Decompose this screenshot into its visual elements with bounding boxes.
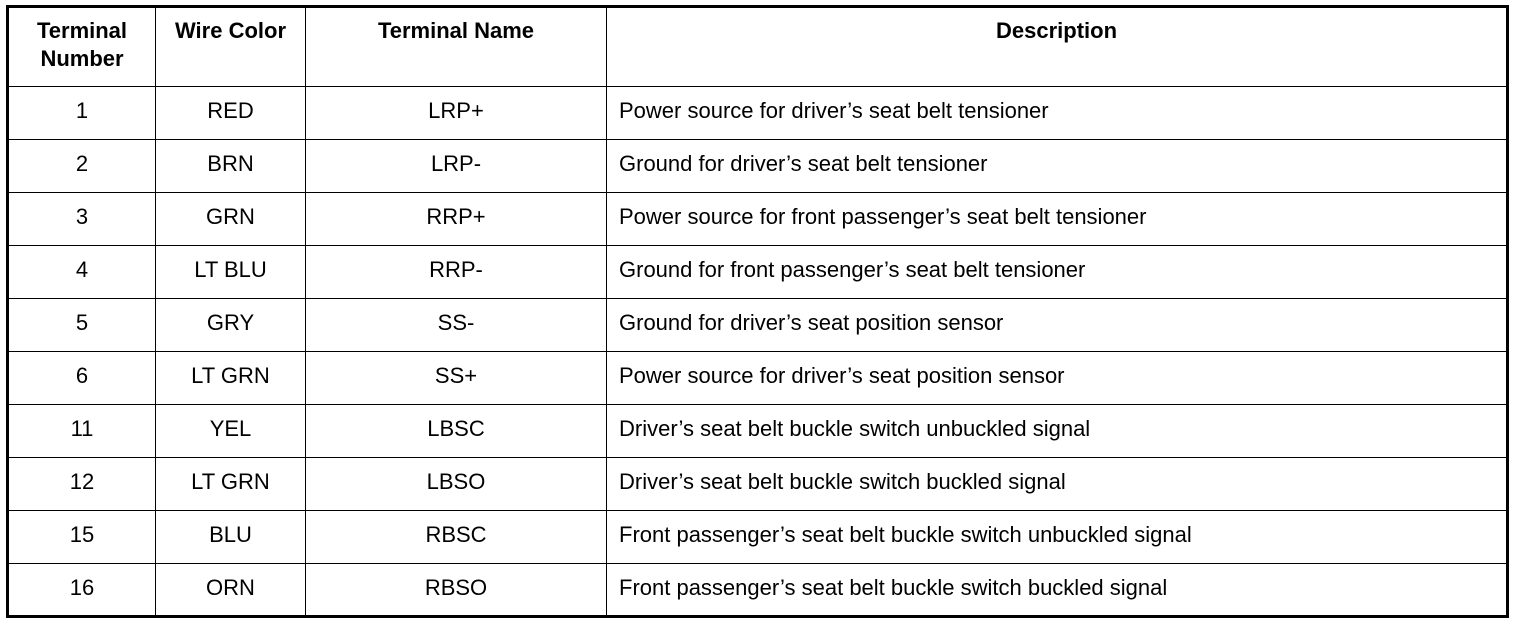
cell-terminal-number: 3	[8, 193, 156, 246]
header-description: Description	[607, 7, 1508, 87]
cell-terminal-number: 15	[8, 511, 156, 564]
table-row	[8, 140, 1508, 193]
cell-terminal-number: 6	[8, 352, 156, 405]
header-terminal-number	[8, 7, 156, 87]
header-terminal-number-line-2: Number	[40, 46, 124, 71]
cell-terminal-name: RBSO	[306, 564, 607, 617]
table-row	[8, 246, 1508, 299]
cell-terminal-number: 11	[8, 405, 156, 458]
cell-wire-color: GRY	[156, 299, 306, 352]
cell-terminal-name: LRP+	[306, 87, 607, 140]
cell-terminal-number: 16	[8, 564, 156, 617]
table-row	[8, 193, 1508, 246]
cell-wire-color: RED	[156, 87, 306, 140]
cell-description: Driver’s seat belt buckle switch buckled signal	[607, 458, 1508, 511]
cell-description: Front passenger’s seat belt buckle switch unbuckled signal	[607, 511, 1508, 564]
table-row	[8, 352, 1508, 405]
table-row	[8, 511, 1508, 564]
cell-description: Ground for driver’s seat position sensor	[607, 299, 1508, 352]
table-row	[8, 405, 1508, 458]
cell-description: Power source for front passenger’s seat belt tensioner	[607, 193, 1508, 246]
table-row	[8, 87, 1508, 140]
cell-wire-color: GRN	[156, 193, 306, 246]
cell-description: Power source for driver’s seat position sensor	[607, 352, 1508, 405]
cell-terminal-name: RBSC	[306, 511, 607, 564]
cell-terminal-name: RRP-	[306, 246, 607, 299]
cell-description: Power source for driver’s seat belt tensioner	[607, 87, 1508, 140]
cell-terminal-number: 2	[8, 140, 156, 193]
cell-terminal-name: LBSO	[306, 458, 607, 511]
cell-terminal-name: LBSC	[306, 405, 607, 458]
cell-description: Driver’s seat belt buckle switch unbuckled signal	[607, 405, 1508, 458]
cell-terminal-number: 5	[8, 299, 156, 352]
cell-wire-color: BRN	[156, 140, 306, 193]
cell-wire-color: YEL	[156, 405, 306, 458]
cell-terminal-number: 12	[8, 458, 156, 511]
cell-terminal-name: LRP-	[306, 140, 607, 193]
cell-terminal-number: 1	[8, 87, 156, 140]
cell-wire-color: ORN	[156, 564, 306, 617]
cell-wire-color: LT BLU	[156, 246, 306, 299]
cell-terminal-name: SS-	[306, 299, 607, 352]
header-terminal-number-line-1: Terminal	[36, 18, 128, 43]
cell-terminal-name: RRP+	[306, 193, 607, 246]
table-row	[8, 458, 1508, 511]
cell-terminal-name: SS+	[306, 352, 607, 405]
cell-description: Ground for front passenger’s seat belt tensioner	[607, 246, 1508, 299]
table-row	[8, 564, 1508, 617]
cell-wire-color: BLU	[156, 511, 306, 564]
table-row	[8, 299, 1508, 352]
table-header	[8, 7, 1508, 87]
cell-wire-color: LT GRN	[156, 458, 306, 511]
header-wire-color: Wire Color	[156, 7, 306, 87]
cell-description: Front passenger’s seat belt buckle switch buckled signal	[607, 564, 1508, 617]
cell-description: Ground for driver’s seat belt tensioner	[607, 140, 1508, 193]
header-row	[8, 7, 1508, 87]
cell-wire-color: LT GRN	[156, 352, 306, 405]
header-terminal-name: Terminal Name	[306, 7, 607, 87]
cell-terminal-number: 4	[8, 246, 156, 299]
table-body	[8, 87, 1508, 617]
terminal-table	[6, 5, 1509, 618]
